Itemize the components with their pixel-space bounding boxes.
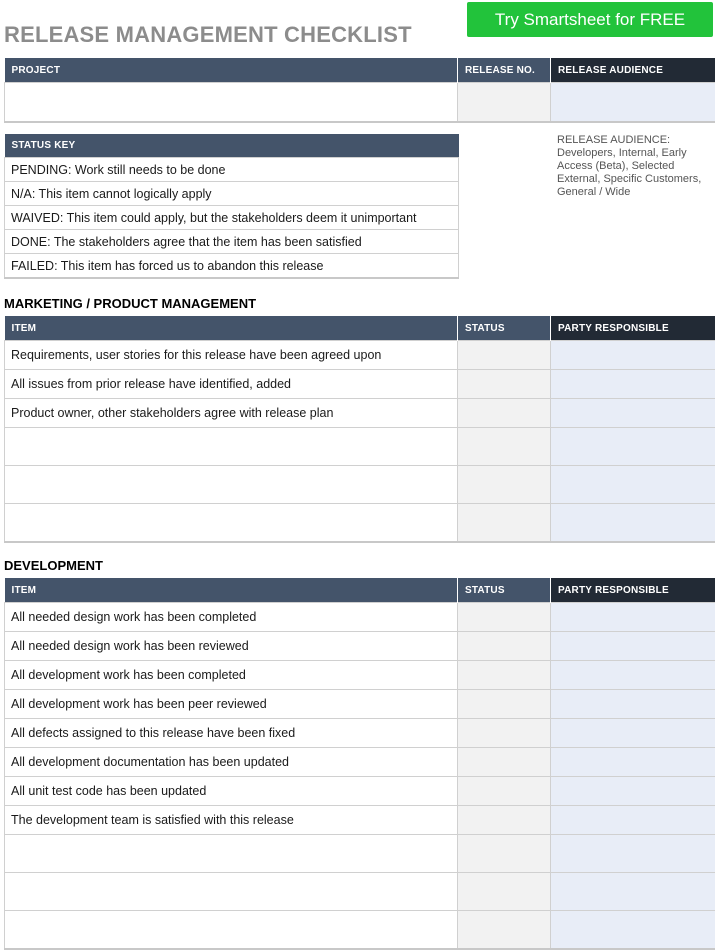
col-status: STATUS: [458, 316, 551, 341]
table-row: [5, 835, 715, 873]
status-key-item: N/A: This item cannot logically apply: [5, 182, 459, 206]
col-release-no: RELEASE NO.: [458, 58, 551, 83]
status-cell[interactable]: [458, 873, 551, 911]
item-cell[interactable]: [5, 504, 458, 543]
project-table: [4, 58, 715, 123]
item-cell: All development work has been completed: [5, 661, 458, 690]
party-cell[interactable]: [551, 632, 715, 661]
col-release-audience: RELEASE AUDIENCE: [551, 58, 715, 83]
party-cell[interactable]: [551, 603, 715, 632]
status-cell[interactable]: [458, 690, 551, 719]
status-cell[interactable]: [458, 341, 551, 370]
col-item: ITEM: [5, 578, 458, 603]
project-table-header: [5, 58, 715, 83]
party-cell[interactable]: [551, 806, 715, 835]
table-row: [5, 504, 715, 543]
col-project: PROJECT: [5, 58, 458, 83]
party-cell[interactable]: [551, 370, 715, 399]
col-status: STATUS: [458, 578, 551, 603]
table-row: [5, 873, 715, 911]
item-cell[interactable]: [5, 466, 458, 504]
release-audience-cell[interactable]: [551, 83, 715, 123]
status-cell[interactable]: [458, 777, 551, 806]
status-key-table: [4, 134, 459, 279]
marketing-heading: MARKETING / PRODUCT MANAGEMENT: [4, 296, 257, 311]
table-row: [5, 603, 715, 632]
table-row: [5, 661, 715, 690]
status-cell[interactable]: [458, 632, 551, 661]
table-row: [5, 466, 715, 504]
party-cell[interactable]: [551, 341, 715, 370]
party-cell[interactable]: [551, 835, 715, 873]
status-cell[interactable]: [458, 719, 551, 748]
party-cell[interactable]: [551, 777, 715, 806]
status-cell[interactable]: [458, 428, 551, 466]
item-cell: All issues from prior release have identified, added: [5, 370, 458, 399]
status-cell[interactable]: [458, 748, 551, 777]
party-cell[interactable]: [551, 911, 715, 950]
status-cell[interactable]: [458, 661, 551, 690]
item-cell: All unit test code has been updated: [5, 777, 458, 806]
table-row: [5, 370, 715, 399]
col-party-responsible: PARTY RESPONSIBLE: [551, 316, 715, 341]
release-no-cell[interactable]: [458, 83, 551, 123]
table-row: [5, 719, 715, 748]
item-cell: Product owner, other stakeholders agree with release plan: [5, 399, 458, 428]
item-cell: All needed design work has been completed: [5, 603, 458, 632]
status-cell[interactable]: [458, 806, 551, 835]
item-cell[interactable]: [5, 835, 458, 873]
table-row: [5, 632, 715, 661]
status-cell[interactable]: [458, 504, 551, 543]
party-cell[interactable]: [551, 504, 715, 543]
item-cell: All needed design work has been reviewed: [5, 632, 458, 661]
item-cell[interactable]: [5, 873, 458, 911]
development-heading: DEVELOPMENT: [4, 558, 103, 573]
party-cell[interactable]: [551, 466, 715, 504]
status-cell[interactable]: [458, 399, 551, 428]
release-audience-note: RELEASE AUDIENCE: Developers, Internal, Early Access (Beta), Selected External, Specific Customers, General / Wide: [557, 134, 702, 198]
party-cell[interactable]: [551, 428, 715, 466]
item-cell[interactable]: [5, 911, 458, 950]
status-cell[interactable]: [458, 466, 551, 504]
item-cell: The development team is satisfied with this release: [5, 806, 458, 835]
page-title: RELEASE MANAGEMENT CHECKLIST: [4, 22, 412, 47]
col-item: ITEM: [5, 316, 458, 341]
table-row: [5, 748, 715, 777]
item-cell: All development documentation has been updated: [5, 748, 458, 777]
table-row: [5, 428, 715, 466]
status-key-item: WAIVED: This item could apply, but the stakeholders deem it unimportant: [5, 206, 459, 230]
status-cell[interactable]: [458, 835, 551, 873]
marketing-table: [4, 316, 715, 543]
table-row: [5, 690, 715, 719]
party-cell[interactable]: [551, 690, 715, 719]
table-row: [5, 911, 715, 950]
item-cell[interactable]: [5, 428, 458, 466]
party-cell[interactable]: [551, 719, 715, 748]
development-table-header: [5, 578, 715, 603]
try-smartsheet-button[interactable]: Try Smartsheet for FREE: [467, 2, 713, 37]
status-cell[interactable]: [458, 911, 551, 950]
table-row: [5, 399, 715, 428]
table-row: [5, 806, 715, 835]
status-cell[interactable]: [458, 370, 551, 399]
status-key-item: FAILED: This item has forced us to abandon this release: [5, 254, 459, 279]
marketing-table-header: [5, 316, 715, 341]
party-cell[interactable]: [551, 661, 715, 690]
status-key-header: STATUS KEY: [5, 134, 459, 158]
project-cell[interactable]: [5, 83, 458, 123]
party-cell[interactable]: [551, 399, 715, 428]
item-cell: All development work has been peer reviewed: [5, 690, 458, 719]
item-cell: All defects assigned to this release have been fixed: [5, 719, 458, 748]
table-row: [5, 341, 715, 370]
col-party-responsible: PARTY RESPONSIBLE: [551, 578, 715, 603]
status-key-item: PENDING: Work still needs to be done: [5, 158, 459, 182]
table-row: [5, 777, 715, 806]
party-cell[interactable]: [551, 748, 715, 777]
party-cell[interactable]: [551, 873, 715, 911]
item-cell: Requirements, user stories for this release have been agreed upon: [5, 341, 458, 370]
development-table: [4, 578, 715, 950]
status-key-item: DONE: The stakeholders agree that the item has been satisfied: [5, 230, 459, 254]
status-cell[interactable]: [458, 603, 551, 632]
project-input-row: [5, 83, 715, 123]
